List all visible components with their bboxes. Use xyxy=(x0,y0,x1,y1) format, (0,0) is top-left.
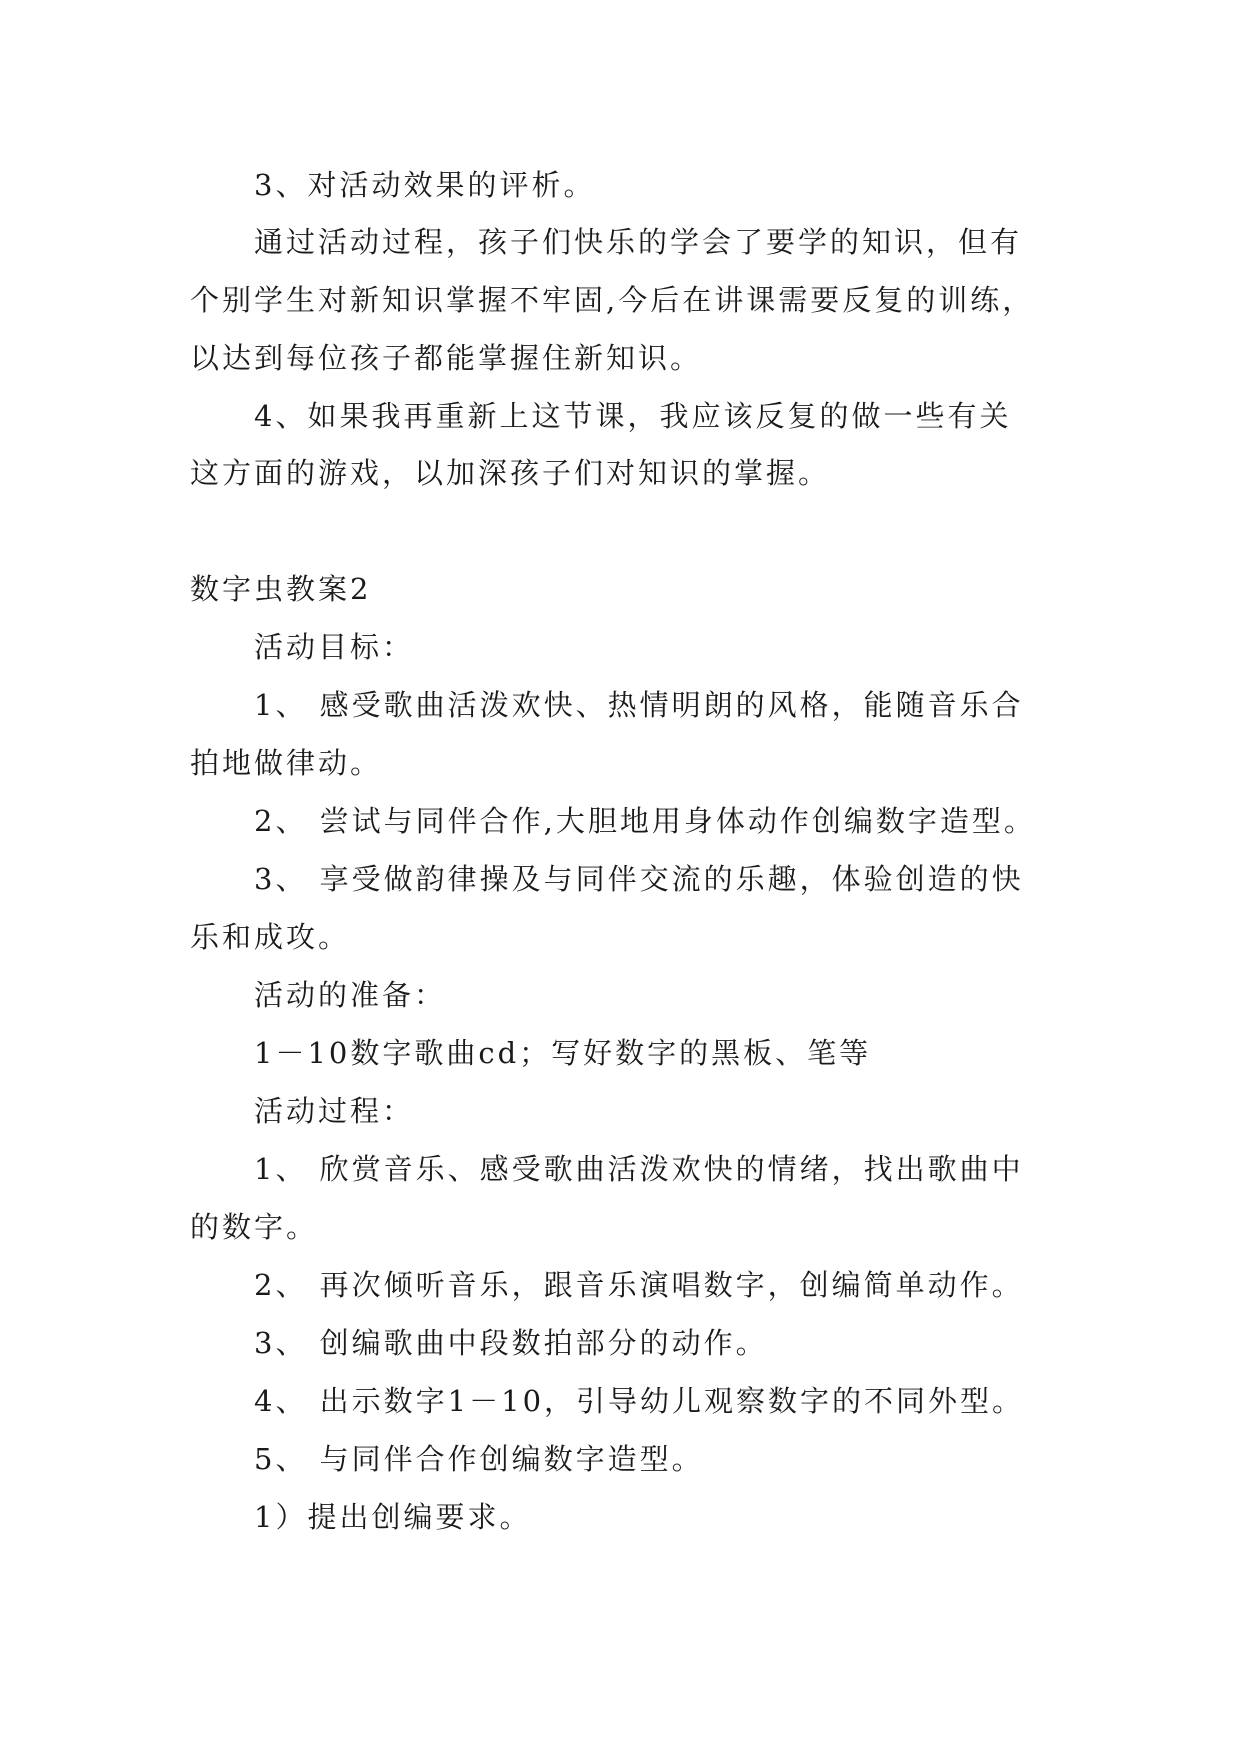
paragraph-line: 的数字。 xyxy=(190,1210,319,1244)
paragraph-line: 拍地做律动。 xyxy=(190,746,383,780)
paragraph-line: 4、如果我再重新上这节课，我应该反复的做一些有关 xyxy=(254,399,1012,433)
paragraph-line: 1、 欣赏音乐、感受歌曲活泼欢快的情绪，找出歌曲中 xyxy=(254,1152,1024,1186)
paragraph-line: 1）提出创编要求。 xyxy=(254,1500,532,1534)
paragraph-line: 1、 感受歌曲活泼欢快、热情明朗的风格，能随音乐合 xyxy=(254,688,1024,722)
paragraph-line: 3、 创编歌曲中段数拍部分的动作。 xyxy=(254,1326,768,1360)
paragraph-line: 通过活动过程，孩子们快乐的学会了要学的知识，但有 xyxy=(254,225,1023,259)
paragraph-line: 活动过程： xyxy=(254,1094,415,1128)
section-title: 数字虫教案2 xyxy=(190,572,372,606)
paragraph-line: 以达到每位孩子都能掌握住新知识。 xyxy=(190,341,703,375)
paragraph-line: 1－10数字歌曲cd；写好数字的黑板、笔等 xyxy=(254,1036,872,1070)
paragraph-line: 3、 享受做韵律操及与同伴交流的乐趣，体验创造的快 xyxy=(254,862,1024,896)
paragraph-line: 个别学生对新知识掌握不牢固,今后在讲课需要反复的训练， xyxy=(190,283,1035,317)
paragraph-line: 2、 尝试与同伴合作,大胆地用身体动作创编数字造型。 xyxy=(254,804,1036,838)
paragraph-line: 3、对活动效果的评析。 xyxy=(254,168,596,202)
paragraph-line: 5、 与同伴合作创编数字造型。 xyxy=(254,1442,704,1476)
paragraph-line: 乐和成攻。 xyxy=(190,920,351,954)
paragraph-line: 活动的准备： xyxy=(254,978,447,1012)
paragraph-line: 2、 再次倾听音乐，跟音乐演唱数字，创编简单动作。 xyxy=(254,1268,1024,1302)
paragraph-line: 这方面的游戏，以加深孩子们对知识的掌握。 xyxy=(190,456,831,490)
paragraph-line: 活动目标： xyxy=(254,630,415,664)
paragraph-line: 4、 出示数字1－10，引导幼儿观察数字的不同外型。 xyxy=(254,1384,1025,1418)
